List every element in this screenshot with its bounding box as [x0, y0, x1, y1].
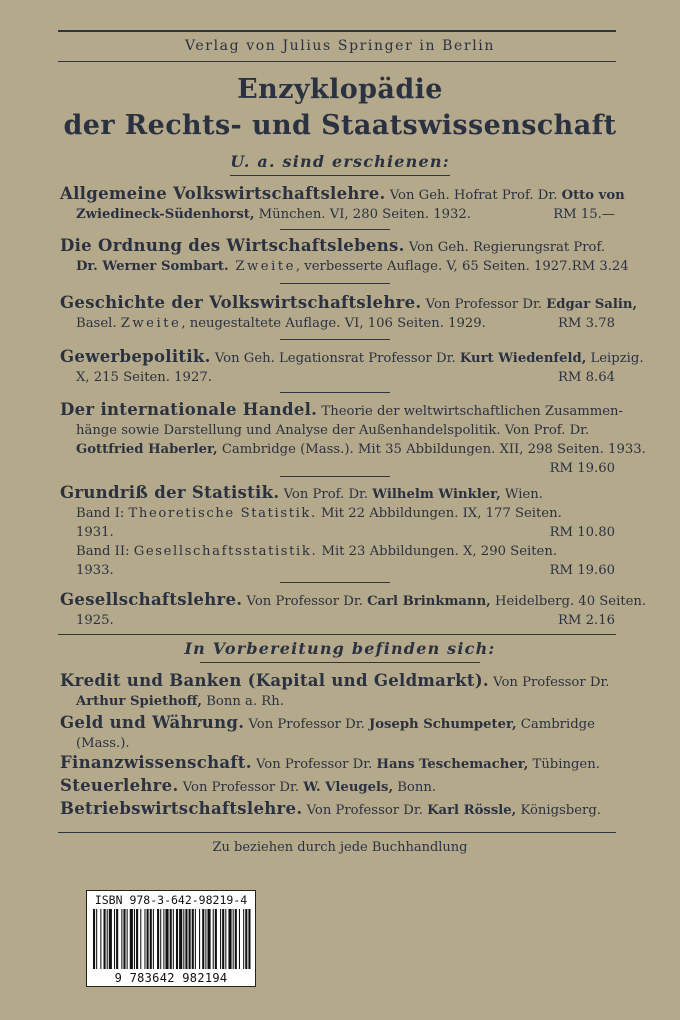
barcode-bar — [121, 909, 122, 969]
band-label: Band II: — [76, 544, 134, 559]
entry-heading: Die Ordnung des Wirtschaftslebens. — [60, 236, 405, 255]
entry-text: München. VI, 280 Seiten. 1932. — [254, 207, 471, 222]
isbn-label: ISBN 978-3-642-98219-4 — [94, 893, 248, 907]
entry-geschichte — [60, 293, 638, 333]
entry-text: Von Geh. Legationsrat Professor Dr. — [210, 351, 460, 366]
prep-text: Tübingen. — [528, 757, 600, 772]
barcode-bar — [114, 909, 115, 969]
entry-gesellschaftslehre — [60, 590, 647, 630]
prep-text: Bonn. — [393, 780, 437, 795]
entry-price: RM 10.80 — [549, 525, 615, 540]
barcode-bar — [243, 909, 244, 969]
entry-volkswirtschaftslehre — [60, 184, 625, 224]
band-text: Mit 22 Abbildungen. IX, 177 Seiten. — [316, 506, 562, 521]
entry-text: Cambridge (Mass.). Mit 35 Abbildungen. XII, 298 Seiten. 1933. — [217, 442, 646, 457]
barcode-bar — [176, 909, 178, 969]
barcode-digits: 9 783642 982194 — [114, 971, 228, 985]
barcode-bar — [192, 909, 194, 969]
barcode-bar — [225, 909, 226, 969]
entry-text: , neugestaltete Auflage. VI, 106 Seiten. 1929. — [181, 316, 486, 331]
entry-price: RM 8.64 — [558, 370, 615, 385]
prep-heading-item: Betriebswirtschaftslehre. — [60, 799, 303, 818]
prep-text: Von Professor Dr. — [488, 675, 610, 690]
prep-text: Von Professor Dr. — [251, 757, 377, 772]
prep-author: W. Vleugels, — [303, 780, 394, 795]
publisher-line: Verlag von Julius Springer in Berlin — [185, 38, 495, 54]
prep-heading-underline — [200, 662, 480, 663]
prep-text: Von Professor Dr. — [178, 780, 304, 795]
entry-price: RM 19.60 — [549, 563, 615, 578]
barcode-bar — [185, 909, 187, 969]
barcode-bar — [202, 909, 204, 969]
entry-heading: Gesellschaftslehre. — [60, 590, 243, 609]
entry-heading: Geschichte der Volkswirtschaftslehre. — [60, 293, 422, 312]
entry-text: Von Prof. Dr. — [279, 487, 373, 502]
isbn-barcode — [86, 890, 256, 987]
barcode-bar — [127, 909, 128, 969]
prep-text: (Mass.). — [76, 736, 130, 751]
band-year: 1933. — [76, 563, 114, 578]
entry-author: Otto von — [561, 188, 625, 203]
prep-heading-item: Geld und Währung. — [60, 713, 245, 732]
entry-text: 1925. — [76, 613, 114, 628]
prep-author: Karl Rössle, — [427, 803, 517, 818]
barcode-bar — [150, 909, 152, 969]
barcode-bar — [245, 909, 247, 969]
entry-text: Von Professor Dr. — [421, 297, 547, 312]
entry-heading: Gewerbepolitik. — [60, 347, 211, 366]
entry-author: Dr. Werner Sombart. — [76, 259, 229, 274]
prep-heading-item: Kredit und Banken (Kapital und Geldmarkt). — [60, 671, 489, 690]
prep-text: Von Professor Dr. — [244, 717, 369, 732]
barcode-bar — [179, 909, 182, 969]
prep-kredit — [60, 671, 615, 711]
prep-author: Arthur Spiethoff, — [76, 694, 203, 709]
entry-author: Edgar Salin, — [546, 297, 638, 312]
entry-heading: Grundriß der Statistik. — [60, 483, 280, 502]
prep-author: Hans Teschemacher, — [376, 757, 529, 772]
entry-text: Basel. — [76, 316, 121, 331]
published-heading: U. a. sind erschienen: — [230, 152, 450, 171]
entry-ordnung — [60, 236, 629, 276]
footer-rule — [58, 832, 616, 833]
entry-price: RM 15.— — [553, 207, 615, 222]
prep-rule-top — [58, 634, 616, 635]
barcode-bar — [100, 909, 101, 969]
barcode-bar — [147, 909, 149, 969]
barcode-bar — [220, 909, 221, 969]
barcode-bar — [107, 909, 108, 969]
barcode-bar — [93, 909, 95, 969]
prep-finanz — [60, 753, 615, 774]
entry-gewerbepolitik — [60, 347, 644, 387]
barcode-bar — [215, 909, 217, 969]
entry-text: Theorie der weltwirtschaftlichen Zusammen- — [317, 404, 623, 419]
barcode-bar — [222, 909, 224, 969]
separator — [280, 582, 390, 583]
entry-heading: Der internationale Handel. — [60, 400, 318, 419]
barcode-bar — [173, 909, 174, 969]
barcode-bar — [144, 909, 145, 969]
entry-text: Leipzig. — [586, 351, 644, 366]
entry-author: Carl Brinkmann, — [367, 594, 491, 609]
entry-text: Von Geh. Regierungsrat Prof. — [404, 240, 606, 255]
entry-price: RM 19.60 — [549, 461, 615, 476]
barcode-bar — [109, 909, 112, 969]
entry-spaced: Zweite — [120, 316, 182, 331]
entry-heading: Allgemeine Volkswirtschaftslehre. — [60, 184, 386, 203]
prep-heading: In Vorbereitung befinden sich: — [184, 639, 496, 658]
separator — [280, 392, 390, 393]
barcode-bar — [157, 909, 159, 969]
prep-heading-item: Finanzwissenschaft. — [60, 753, 252, 772]
entry-text: , verbesserte Auflage. V, 65 Seiten. 1927. — [295, 259, 572, 274]
entry-handel — [60, 400, 646, 478]
entry-text: Wien. — [500, 487, 543, 502]
prep-text: Von Professor Dr. — [302, 803, 428, 818]
barcode-bar — [160, 909, 161, 969]
entry-text: Heidelberg. 40 Seiten. — [490, 594, 647, 609]
entry-price: RM 3.78 — [558, 316, 615, 331]
barcode-bar — [239, 909, 240, 969]
barcode-bar — [228, 909, 231, 969]
entry-author: Gottfried Haberler, — [76, 442, 218, 457]
barcode-bar — [207, 909, 210, 969]
entry-spaced: Zweite — [228, 259, 296, 274]
barcode-bar — [248, 909, 250, 969]
publisher-rule — [58, 61, 616, 62]
barcode-bar — [189, 909, 191, 969]
barcode-bar — [235, 909, 237, 969]
band-year: 1931. — [76, 525, 114, 540]
separator — [280, 476, 390, 477]
band-title: Gesellschaftsstatistik. — [133, 544, 318, 559]
title-line-2: der Rechts- und Staatswissenschaft — [63, 110, 617, 141]
barcode-bar — [116, 909, 118, 969]
band-title: Theoretische Statistik. — [128, 506, 317, 521]
barcode-bar — [123, 909, 125, 969]
entry-author: Kurt Wiedenfeld, — [459, 351, 587, 366]
prep-heading-item: Steuerlehre. — [60, 776, 179, 795]
entry-text: X, 215 Seiten. 1927. — [76, 370, 212, 385]
barcode-bar — [165, 909, 168, 969]
entry-text: hänge sowie Darstellung und Analyse der Außenhandelspolitik. Von Prof. Dr. — [76, 423, 590, 438]
prep-geld — [60, 713, 615, 753]
barcode-bar — [170, 909, 172, 969]
barcode-bar — [140, 909, 141, 969]
barcode-bars — [93, 909, 249, 969]
entry-price: RM 2.16 — [558, 613, 615, 628]
barcode-bar — [205, 909, 206, 969]
entry-text: Von Professor Dr. — [242, 594, 368, 609]
barcode-bar — [183, 909, 184, 969]
barcode-bar — [195, 909, 196, 969]
barcode-bar — [136, 909, 138, 969]
prep-text: Königsberg. — [516, 803, 601, 818]
barcode-bar — [213, 909, 214, 969]
barcode-bar — [104, 909, 106, 969]
barcode-bar — [163, 909, 164, 969]
prep-betrieb — [60, 799, 615, 820]
barcode-bar — [130, 909, 133, 969]
separator — [280, 229, 390, 230]
barcode-bar — [96, 909, 97, 969]
entry-author: Zwiedineck-Südenhorst, — [76, 207, 255, 222]
prep-author: Joseph Schumpeter, — [368, 717, 517, 732]
prep-steuer — [60, 776, 615, 797]
band-text: Mit 23 Abbildungen. X, 290 Seiten. — [317, 544, 558, 559]
title-line-1: Enzyklopädie — [237, 74, 443, 105]
entry-author: Wilhelm Winkler, — [372, 487, 501, 502]
entry-statistik — [60, 483, 615, 580]
prep-text: Bonn a. Rh. — [202, 694, 284, 709]
barcode-bar — [134, 909, 135, 969]
top-rule — [58, 30, 616, 32]
barcode-bar — [153, 909, 154, 969]
footer-text: Zu beziehen durch jede Buchhandlung — [212, 840, 468, 855]
separator — [280, 283, 390, 284]
published-heading-underline — [230, 175, 450, 176]
prep-text: Cambridge — [516, 717, 595, 732]
barcode-bar — [199, 909, 200, 969]
separator — [280, 339, 390, 340]
barcode-bar — [233, 909, 234, 969]
band-label: Band I: — [76, 506, 129, 521]
entry-text: Von Geh. Hofrat Prof. Dr. — [385, 188, 562, 203]
entry-price: RM 3.24 — [571, 259, 629, 274]
